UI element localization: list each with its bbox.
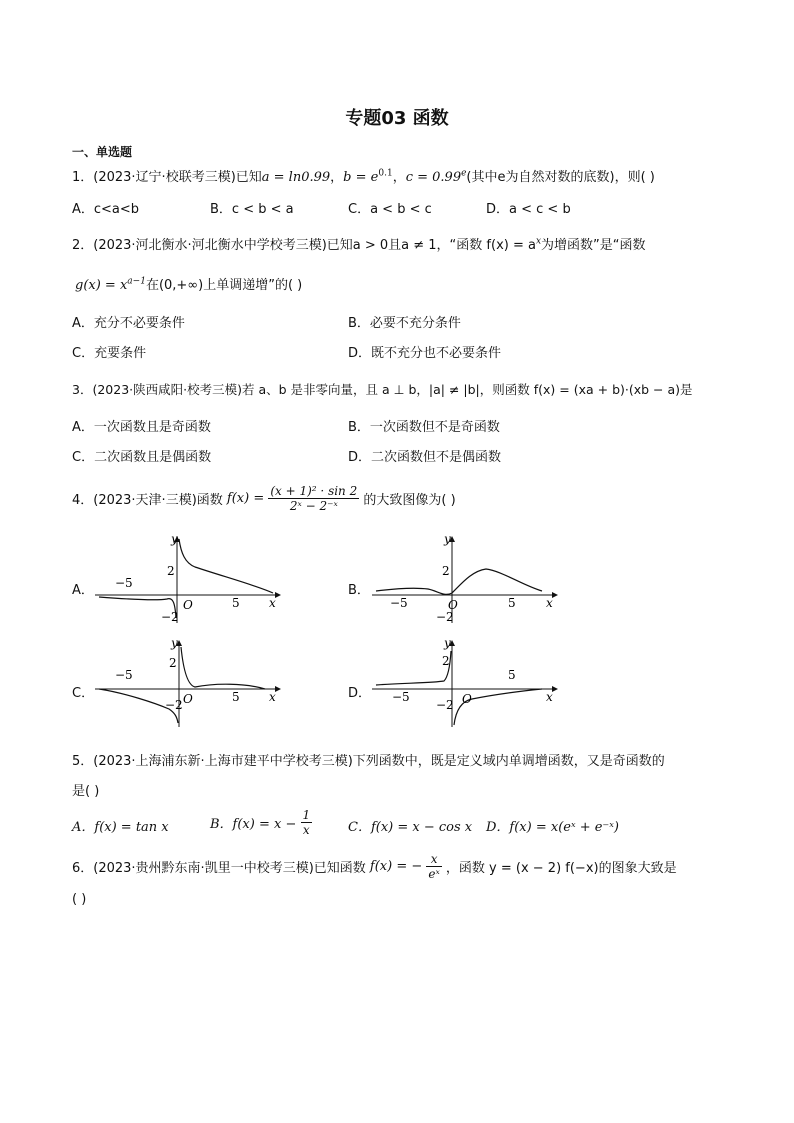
q4-denominator: 2ˣ − 2⁻ˣ (289, 499, 338, 513)
q6-func-lhs: f(x) = − (369, 859, 423, 874)
q2-line2-b: 在(0,+∞)上单调递增”的( ) (145, 278, 303, 293)
q4-graph-a[interactable] (95, 533, 285, 625)
question-5-line2: 是( ) (72, 784, 100, 799)
tick-bottom: −2 (161, 610, 179, 624)
x-label: x (546, 596, 553, 610)
x-label: x (269, 690, 276, 704)
q5-option-b-fraction (301, 808, 313, 837)
question-4 (72, 484, 456, 513)
q3-option-b[interactable]: B．一次函数但不是奇函数 (348, 420, 500, 435)
q2-line2-exp: a−1 (127, 276, 146, 287)
tick-pos: 5 (508, 668, 516, 682)
curve (376, 569, 542, 594)
question-3: 3．(2023·陕西咸阳·校考三模)若 a、b 是非零向量，且 a ⊥ b，|a| ≠ |b|，则函数 f(x) = (xa + b)·(xb − a)是 (72, 382, 693, 397)
q4-option-b-label[interactable]: B． (348, 583, 370, 598)
q2-option-b[interactable]: B．必要不充分条件 (348, 316, 461, 331)
q4-numerator: (x + 1)² · sin 2 (270, 484, 358, 498)
q5-option-a[interactable]: A．f(x) = tan x (72, 820, 169, 835)
tick-pos: 5 (508, 596, 516, 610)
tick-top: 2 (169, 656, 177, 670)
q2-line1: 2．(2023·河北衡水·河北衡水中学校考三模)已知a > 0且a ≠ 1，“函数 f(x) = a (72, 238, 536, 253)
q2-option-c[interactable]: C．充要条件 (72, 346, 147, 361)
q4-func-lhs: f(x) = (226, 491, 265, 506)
q5-option-b[interactable] (210, 808, 312, 837)
q4-graph-c[interactable] (95, 637, 285, 729)
y-label: y (444, 533, 451, 546)
q6-num: x (426, 852, 441, 867)
q2-option-d[interactable]: D．既不充分也不必要条件 (348, 346, 502, 361)
y-label: y (444, 637, 451, 650)
tick-bottom: −2 (436, 698, 454, 712)
x-label: x (546, 690, 553, 704)
q6-tail: ，函数 y = (x − 2) f(−x)的图象大致是 (445, 861, 677, 876)
q4-option-d-label[interactable]: D． (348, 686, 372, 701)
q1-option-c[interactable]: C．a < b < c (348, 202, 432, 217)
q3-option-c[interactable]: C．二次函数且是偶函数 (72, 450, 212, 465)
q1-c-def: c = 0.99 (405, 170, 462, 185)
tick-neg: −5 (115, 576, 133, 590)
origin-label: O (183, 598, 193, 612)
tick-top: 2 (442, 564, 450, 578)
y-label: y (171, 533, 178, 546)
tick-pos: 5 (232, 596, 240, 610)
q1-c-exp: e (461, 168, 467, 179)
q1-stem: 1．(2023·辽宁·校联考三模)已知 (72, 170, 262, 185)
section-heading: 一、单选题 (72, 145, 133, 159)
tick-neg: −5 (115, 668, 133, 682)
question-1: 1．(2023·辽宁·校联考三模)已知a = ln0.99，$b = e^{0.1}$，c = 0.99$^e$(其中e为自然对数的底数)，则( ) (72, 168, 655, 185)
origin-label: O (462, 692, 472, 706)
origin-label: O (448, 598, 458, 612)
question-2-line1 (72, 234, 646, 253)
q4-graph-d[interactable] (372, 637, 562, 729)
tick-bottom: −2 (436, 610, 454, 624)
q5-option-d[interactable]: D．f(x) = x(eˣ + e⁻ˣ) (486, 820, 619, 835)
tick-top: 2 (442, 654, 450, 668)
question-6 (72, 852, 677, 881)
q6-stem: 6．(2023·贵州黔东南·凯里一中校考三模)已知函数 (72, 861, 366, 876)
q5-option-b-text: B．f(x) = x − (210, 817, 297, 832)
q2-option-a[interactable]: A．充分不必要条件 (72, 316, 185, 331)
q3-option-a[interactable]: A．一次函数且是奇函数 (72, 420, 211, 435)
q4-tail: 的大致图像为( ) (363, 493, 456, 508)
q6-den: eˣ (428, 867, 440, 881)
tick-pos: 5 (232, 690, 240, 704)
q1-tail: (其中e为自然对数的底数)，则( ) (466, 170, 655, 185)
q1-option-d[interactable]: D．a < c < b (486, 202, 571, 217)
curve-right (179, 539, 273, 593)
x-label: x (269, 596, 276, 610)
origin-label: O (183, 692, 193, 706)
q4-option-a-label[interactable]: A． (72, 583, 94, 598)
question-6-line2: ( ) (72, 892, 87, 907)
q2-line1-exp: x (535, 236, 542, 247)
question-2-line2 (75, 274, 302, 293)
tick-top: 2 (167, 564, 175, 578)
tick-neg: −5 (390, 596, 408, 610)
tick-bottom: −2 (165, 698, 183, 712)
q4-fraction (268, 484, 359, 513)
q5-option-c[interactable]: C．f(x) = x − cos x (348, 820, 473, 835)
q4-graph-b[interactable] (372, 533, 562, 625)
q4-option-c-label[interactable]: C． (72, 686, 95, 701)
page-title: 专题03 函数 (345, 108, 449, 129)
curve-left (376, 651, 451, 685)
q1-option-a[interactable]: A．c<a<b (72, 202, 140, 217)
tick-neg: −5 (392, 690, 410, 704)
q3-option-d[interactable]: D．二次函数但不是偶函数 (348, 450, 502, 465)
q5-b-den: x (302, 823, 310, 837)
q6-fraction (426, 852, 441, 881)
q4-stem: 4．(2023·天津·三模)函数 (72, 493, 223, 508)
q2-line1-tail: 为增函数”是“函数 (541, 238, 646, 253)
curve-right (181, 647, 265, 689)
q5-b-num: 1 (302, 808, 311, 822)
q2-line2-a: g(x) = x (75, 278, 128, 293)
question-5-line1: 5．(2023·上海浦东新·上海市建平中学校考三模)下列函数中，既是定义域内单调增函数，又是奇函数的 (72, 754, 665, 769)
q1-a-def: a = ln0.99 (261, 170, 331, 185)
q1-b-def: b = e (343, 170, 379, 185)
q1-option-b[interactable]: B．c < b < a (210, 202, 294, 217)
y-label: y (171, 637, 178, 650)
q1-b-exp: 0.1 (378, 168, 393, 179)
